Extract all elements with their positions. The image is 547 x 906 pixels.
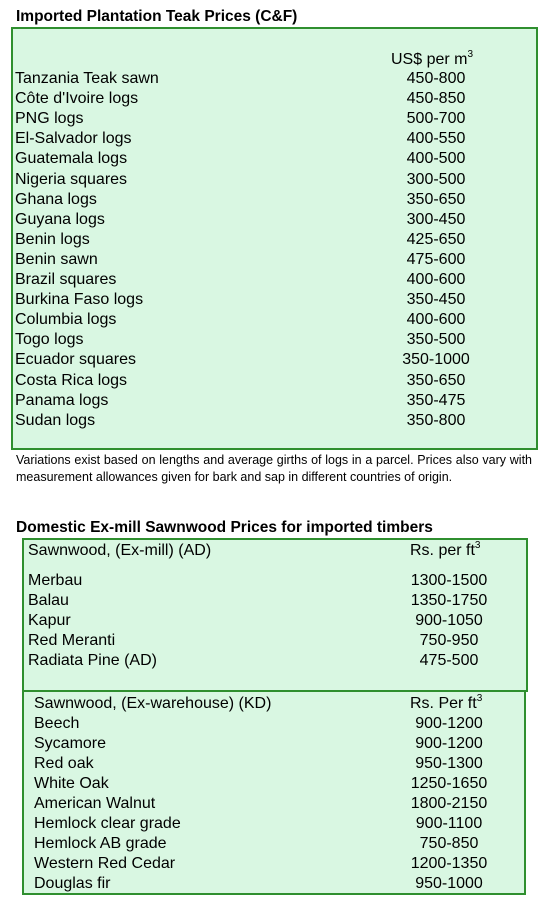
price-range: 400-600 [406,311,466,329]
table-row [24,571,526,591]
price-range: 300-500 [406,170,466,188]
timber-name: Columbia logs [15,311,117,329]
timber-name: Douglas fir [34,875,111,892]
price-range: 750-950 [419,632,479,649]
price-range: 1300-1500 [410,572,488,589]
table-row [24,714,524,734]
timber-name: Red Meranti [28,632,116,649]
price-range: 900-1200 [415,735,483,752]
exmill-price-table [22,538,528,692]
price-range: 450-850 [406,90,466,108]
timber-name: Kapur [28,612,71,629]
table-row [13,89,536,109]
exmill-unit-label: Rs. per ft [410,542,475,559]
timber-name: White Oak [34,775,109,792]
exmill-unit-sup: 3 [474,540,481,551]
timber-name: Brazil squares [15,271,117,288]
timber-name: Guatemala logs [15,150,128,168]
timber-name: Balau [28,592,69,609]
timber-name: Red oak [34,755,94,772]
exwarehouse-unit-label: Rs. Per ft [410,695,477,712]
price-range: 900-1200 [415,715,483,732]
timber-name: Ecuador squares [15,351,136,369]
timber-name: Guyana logs [15,210,105,228]
table-row [24,774,524,794]
timber-name: Panama logs [15,391,109,409]
table-row [13,69,536,89]
table-row [13,149,536,169]
teak-footnote: Variations exist based on lengths and average girths of logs in a parcel. Prices also vary with measurement allowances given for bark and sap in different countries of origin. [16,453,532,484]
price-range: 350-650 [406,371,466,389]
price-range: 400-600 [406,271,466,288]
table-row [24,734,524,754]
exwarehouse-price-table [22,690,526,895]
timber-name: Nigeria squares [15,170,128,188]
table-row [13,330,536,350]
timber-name: Togo logs [15,331,84,349]
table-row [13,210,536,230]
table-row [24,854,524,874]
price-range: 350-450 [406,291,466,309]
table-row [24,651,526,671]
timber-name: American Walnut [34,795,156,812]
timber-name: PNG logs [15,110,84,128]
table-row [13,129,536,149]
table-row [13,270,536,290]
teak-section-title: Imported Plantation Teak Prices (C&F) [16,8,298,25]
timber-name: Beech [34,715,80,732]
price-range: 1200-1350 [410,855,488,872]
table-row [24,814,524,834]
table-row [24,591,526,611]
price-range: 1800-2150 [410,795,488,812]
table-row [24,754,524,774]
table-row [13,290,536,310]
exwarehouse-header: Sawnwood, (Ex-warehouse) (KD) [34,695,272,712]
timber-name: Tanzania Teak sawn [15,70,159,87]
timber-name: Benin sawn [15,250,98,268]
timber-name: Sycamore [34,735,107,752]
timber-name: Burkina Faso logs [15,291,144,309]
price-range: 425-650 [406,230,466,248]
price-range: 350-475 [406,391,466,409]
price-range: 900-1050 [415,612,483,629]
teak-unit-label: US$ per m [391,51,468,68]
table-row [24,834,524,854]
price-range: 300-450 [406,210,466,228]
domestic-section-title: Domestic Ex-mill Sawnwood Prices for imported timbers [16,519,433,536]
table-row [24,794,524,814]
price-range: 950-1300 [415,755,483,772]
table-row [13,250,536,270]
timber-name: Hemlock clear grade [34,815,181,832]
timber-name: Western Red Cedar [34,855,176,872]
table-row [24,874,524,894]
timber-name: Radiata Pine (AD) [28,652,157,669]
table-row [13,391,536,411]
timber-name: El-Salvador logs [15,130,132,148]
table-row [13,109,536,129]
timber-name: Sudan logs [15,411,96,429]
price-range: 475-600 [406,250,466,268]
price-range: 750-850 [419,835,479,852]
exwarehouse-unit-sup: 3 [476,693,483,704]
price-range: 350-650 [406,190,466,208]
teak-price-table [11,27,538,450]
price-range: 350-1000 [402,351,470,369]
exwarehouse-unit-header [410,694,482,714]
timber-name: Benin logs [15,230,90,248]
table-row [13,371,536,391]
price-range: 950-1000 [415,875,483,892]
table-row [24,631,526,651]
price-range: 500-700 [406,110,466,128]
price-range: 350-800 [406,411,466,429]
timber-name: Hemlock AB grade [34,835,167,852]
timber-name: Ghana logs [15,190,97,208]
price-range: 400-500 [406,150,466,168]
teak-unit-sup: 3 [467,49,474,60]
table-row [13,170,536,190]
table-row [13,411,536,431]
timber-name: Côte d'Ivoire logs [15,90,139,108]
price-range: 1250-1650 [410,775,488,792]
timber-name: Costa Rica logs [15,371,128,389]
price-range: 400-550 [406,130,466,148]
teak-unit-header [391,50,473,70]
table-row [24,611,526,631]
table-row [13,190,536,210]
exmill-unit-header [410,541,480,561]
timber-name: Merbau [28,572,83,589]
price-range: 1350-1750 [410,592,488,609]
price-range: 900-1100 [415,815,483,832]
table-row [13,310,536,330]
table-row [13,350,536,370]
price-range: 350-500 [406,331,466,349]
price-range: 450-800 [406,70,466,87]
exmill-header: Sawnwood, (Ex-mill) (AD) [28,542,212,559]
price-range: 475-500 [419,652,479,669]
table-row [13,230,536,250]
